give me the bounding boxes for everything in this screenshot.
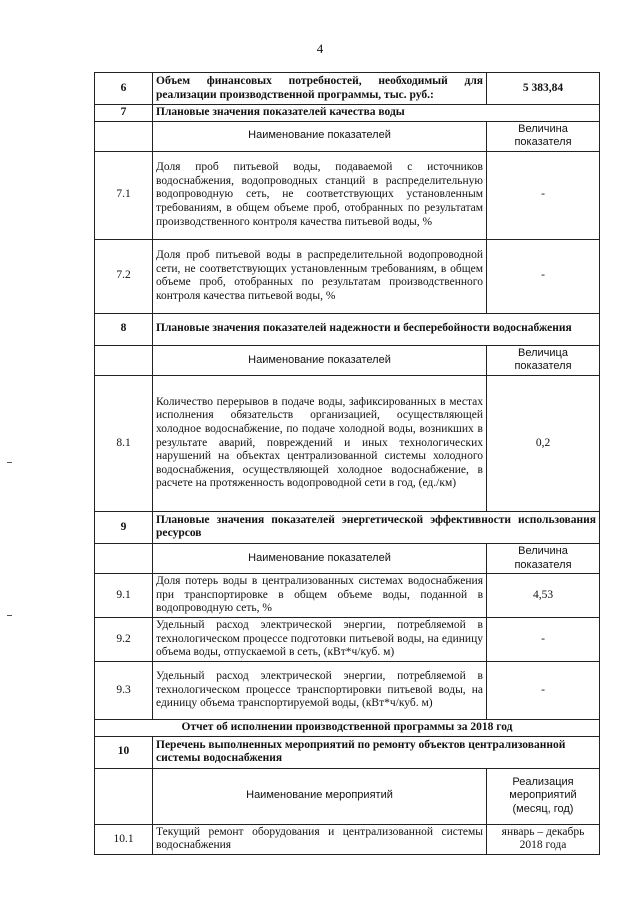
header-event: Наименование мероприятий xyxy=(153,768,487,824)
table-header-row xyxy=(95,543,600,573)
row-text: Количество перерывов в подаче воды, зафиксированных в местах исполнения обязательств организацией, осуществляющей холодное водоснабжение, по подаче холодной воды, возникших в результате аварий, повреждений и иных технологических нарушений на объектах централизованной системы холодного водоснабжения, осуществляющей холодное водоснабжение, в расчете на протяженность водопроводной сети в год, (ед./км) xyxy=(153,375,487,511)
row-number: 8.1 xyxy=(95,375,153,511)
row-text: Доля проб питьевой воды в распределительной водопроводной сети, не соответствующих установленным требованиям, в общем объеме проб, отобранных по результатам производственного контроля качества питьевой воды, % xyxy=(153,239,487,313)
header-indicator: Наименование показателей xyxy=(153,345,487,375)
production-program-table xyxy=(94,72,600,855)
report-title: Отчет об исполнении производственной программы за 2018 год xyxy=(95,720,600,737)
row-number: 7.1 xyxy=(95,151,153,239)
row-value: январь – декабрь 2018 года xyxy=(487,824,600,854)
row-text: Удельный расход электрической энергии, потребляемой в технологическом процессе транспортировки питьевой воды, на единицу объема транспортируемой воды, (кВт*ч/куб. м) xyxy=(153,662,487,720)
empty-cell xyxy=(95,345,153,375)
table-row xyxy=(95,239,600,313)
section-6-row xyxy=(95,73,600,105)
section-9-row xyxy=(95,511,600,543)
section-value: 5 383,84 xyxy=(487,73,600,105)
header-indicator: Наименование показателей xyxy=(153,121,487,151)
row-text: Доля проб питьевой воды, подаваемой с источников водоснабжения, водопроводных станций в распределительную водопроводную сеть, не соответствующих установленным требованиям, в общем объеме проб, отобранных по результатам производственного контроля качества питьевой воды, % xyxy=(153,151,487,239)
section-title: Плановые значения показателей надежности и бесперебойности водоснабжения xyxy=(153,313,600,345)
row-value: 0,2 xyxy=(487,375,600,511)
table-header-row xyxy=(95,121,600,151)
table-header-row xyxy=(95,768,600,824)
row-value: 4,53 xyxy=(487,574,600,618)
margin-mark xyxy=(7,462,12,463)
page-number: 4 xyxy=(316,41,324,56)
table-row xyxy=(95,375,600,511)
section-title: Перечень выполненных мероприятий по ремонту объектов централизованной системы водоснабжения xyxy=(153,736,600,768)
table-row xyxy=(95,824,600,854)
row-text: Удельный расход электрической энергии, потребляемой в технологическом процессе подготовки питьевой воды, на единицу объема воды, отпускаемой в сеть, (кВт*ч/куб. м) xyxy=(153,618,487,662)
empty-cell xyxy=(95,121,153,151)
section-8-row xyxy=(95,313,600,345)
table-row xyxy=(95,574,600,618)
header-value: Величина показателя xyxy=(487,121,600,151)
table-row xyxy=(95,618,600,662)
row-value: - xyxy=(487,151,600,239)
section-title: Объем финансовых потребностей, необходимый для реализации производственной программы, тыс. руб.: xyxy=(153,73,487,105)
section-10-row xyxy=(95,736,600,768)
section-number: 9 xyxy=(95,511,153,543)
header-realization: Реализация мероприятий (месяц, год) xyxy=(487,768,600,824)
section-number: 10 xyxy=(95,736,153,768)
row-value: - xyxy=(487,662,600,720)
table-header-row xyxy=(95,345,600,375)
margin-mark xyxy=(7,615,12,616)
section-number: 8 xyxy=(95,313,153,345)
row-number: 9.3 xyxy=(95,662,153,720)
empty-cell xyxy=(95,543,153,573)
section-number: 6 xyxy=(95,73,153,105)
section-title: Плановые значения показателей энергетической эффективности использования ресурсов xyxy=(153,511,600,543)
row-number: 9.1 xyxy=(95,574,153,618)
row-text: Доля потерь воды в централизованных системах водоснабжения при транспортировке в общем объеме воды, поданной в водопроводную сеть, % xyxy=(153,574,487,618)
row-value: - xyxy=(487,618,600,662)
section-title: Плановые значения показателей качества воды xyxy=(153,105,600,122)
row-text: Текущий ремонт оборудования и централизованной системы водоснабжения xyxy=(153,824,487,854)
header-value: Величина показателя xyxy=(487,543,600,573)
report-title-row xyxy=(95,720,600,737)
header-indicator: Наименование показателей xyxy=(153,543,487,573)
table-row xyxy=(95,662,600,720)
row-number: 10.1 xyxy=(95,824,153,854)
empty-cell xyxy=(95,768,153,824)
table-row xyxy=(95,151,600,239)
row-value: - xyxy=(487,239,600,313)
section-7-row xyxy=(95,105,600,122)
header-value: Величица показателя xyxy=(487,345,600,375)
row-number: 9.2 xyxy=(95,618,153,662)
row-number: 7.2 xyxy=(95,239,153,313)
section-number: 7 xyxy=(95,105,153,122)
